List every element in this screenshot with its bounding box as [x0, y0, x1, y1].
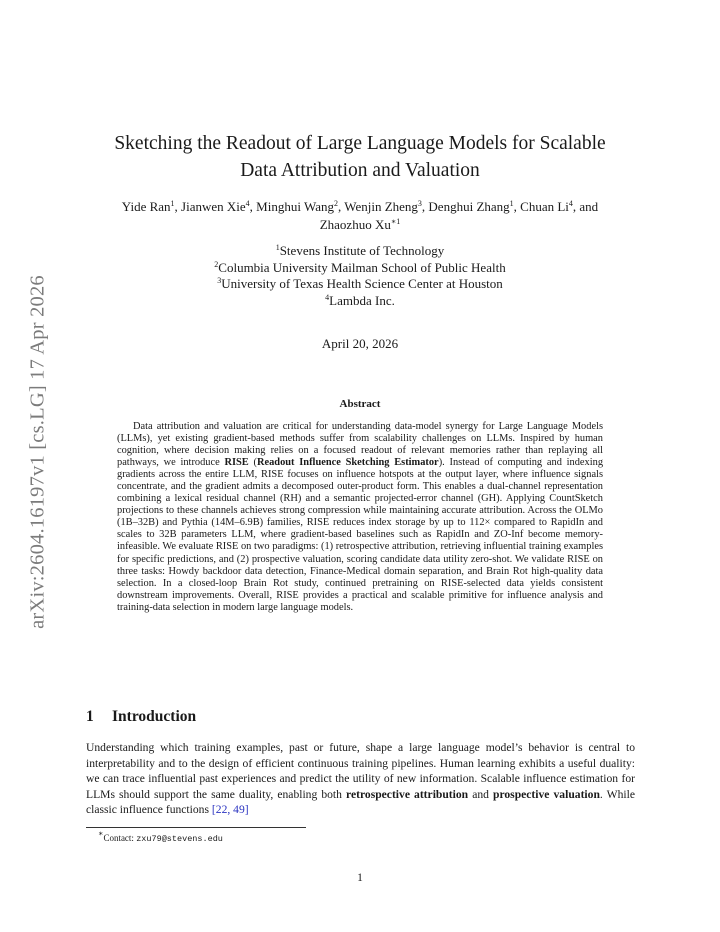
term-retrospective: retrospective attribution [346, 787, 469, 801]
section-number: 1 [86, 708, 94, 725]
section-heading [86, 708, 196, 726]
affiliation-mark: 4 [568, 199, 573, 208]
author: Yide Ran$^1$ [121, 199, 175, 214]
method-expansion: Readout Influence Sketching Estimator [256, 457, 439, 469]
title-line-1: Sketching the Readout of Large Language Models for Scalable [114, 133, 606, 154]
affiliation-mark: 1 [509, 199, 514, 208]
affiliation-mark: 3 [417, 199, 422, 208]
citation-link[interactable]: 22 [215, 803, 228, 816]
footnote: ∗Contact: zxu79@stevens.edu [98, 829, 223, 844]
abstract-heading: Abstract [339, 398, 381, 410]
footnote-rule [86, 827, 306, 828]
affiliation-mark: ∗1 [390, 217, 401, 226]
author: Wenjin Zheng$^3$ [344, 199, 422, 214]
page-number: 1 [357, 872, 363, 884]
citation-link[interactable]: 49 [233, 803, 245, 816]
paper-title [0, 130, 720, 184]
term-prospective: prospective valuation [493, 787, 600, 801]
affiliation: $^2$Columbia University Mailman School of Public Health [214, 259, 506, 275]
affiliation-mark: 2 [333, 199, 338, 208]
author: Jianwen Xie$^4$ [181, 199, 250, 214]
contact-email: zxu79@stevens.edu [136, 834, 223, 844]
method-name: RISE [224, 457, 249, 469]
affiliation: $^4$Lambda Inc. [325, 292, 395, 308]
author-list: Yide Ran$^1$, Jianwen Xie$^4$, Minghui Wang$^2$, Wenjin Zheng$^3$, Denghui Zhang$^1$, Chuan Li$^4$, and Zhaozhuo $Xu^{∗1}$ [121, 199, 599, 232]
author-conjunction: and [579, 199, 599, 214]
affiliation: $^1$Stevens Institute of Technology [275, 243, 445, 258]
arxiv-identifier: arXiv:2604.16197v1 [cs.LG] 17 Apr 2026 [26, 275, 49, 629]
abstract-body [117, 421, 603, 614]
affiliation-list [0, 243, 720, 309]
author: Minghui Wang$^2$ [256, 199, 338, 214]
author: Denghui Zhang$^1$ [428, 199, 514, 214]
affiliation-mark: 4 [245, 199, 250, 208]
citation: [22, 49] [211, 803, 249, 816]
footnote-mark: ∗ [98, 829, 104, 838]
paper-date: April 20, 2026 [321, 336, 399, 351]
abstract-paragraph: Data attribution and valuation are critical for understanding data-model synergy for Large Language Models (LLMs), yet existing gradient-based methods suffer from scalability challenges on LLMs. Inspired by human cognition, where decision making relies on a focused readout of relevant memories rather than replaying all pathways, we introduce RISE (Readout Influence Sketching Estimator). Instead of computing and indexing gradients across the entire LLM, RISE focuses on influence hotspots at the output layer, where influence signals concentrate, and the gradient admits a decomposed outer-product form. This enables a dual-channel representation combining a lexical residual channel (RH) and a semantic projected-error channel (GH). Applying CountSketch projections to these channels achieves strong compression while maintaining accurate attribution. Across the OLMo (1B–32B) and Pythia (14M–6.9B) families, RISE reduces index storage by up to 112× compared to RapidIn and scales to 32B parameters LLM, where gradient-based baselines such as RapidIn and ZO-Inf become memory-infeasible. We evaluate RISE on two paradigms: (1) retrospective attribution, retrieving influential training examples for specific predictions, and (2) prospective valuation, scoring candidate data utility zero-shot. We validate RISE on three tasks: Howdy backdoor data detection, Finance-Medical domain separation, and Brain Rot high-quality data selection. In a closed-loop Brain Rot study, continued pretraining on RISE-selected data yields consistent downstream improvements. Overall, RISE provides a practical and scalable primitive for influence analysis and training-data selection in modern large language models. [117, 421, 604, 613]
affiliation: $^3$University of Texas Health Science Center at Houston [217, 276, 503, 291]
title-line-2: Data Attribution and Valuation [240, 160, 480, 181]
author: Zhaozhuo $Xu^{∗1}$ [319, 217, 401, 232]
author: Chuan Li$^4$ [520, 199, 573, 214]
intro-paragraph: Understanding which training examples, past or future, shape a large language model’s behavior is central to interpretability and to the design of efficient continuous training pipelines. Human learning exhibits a useful duality: we can trace influential past experiences and predict the utility of new information. Scalable influence estimation for LLMs should support the same duality, enabling both retrospective attribution and prospective valuation. While classic influence functions [22, 49] [86, 741, 635, 816]
section-title: Introduction [112, 708, 197, 725]
affiliation-mark: 1 [170, 199, 175, 208]
